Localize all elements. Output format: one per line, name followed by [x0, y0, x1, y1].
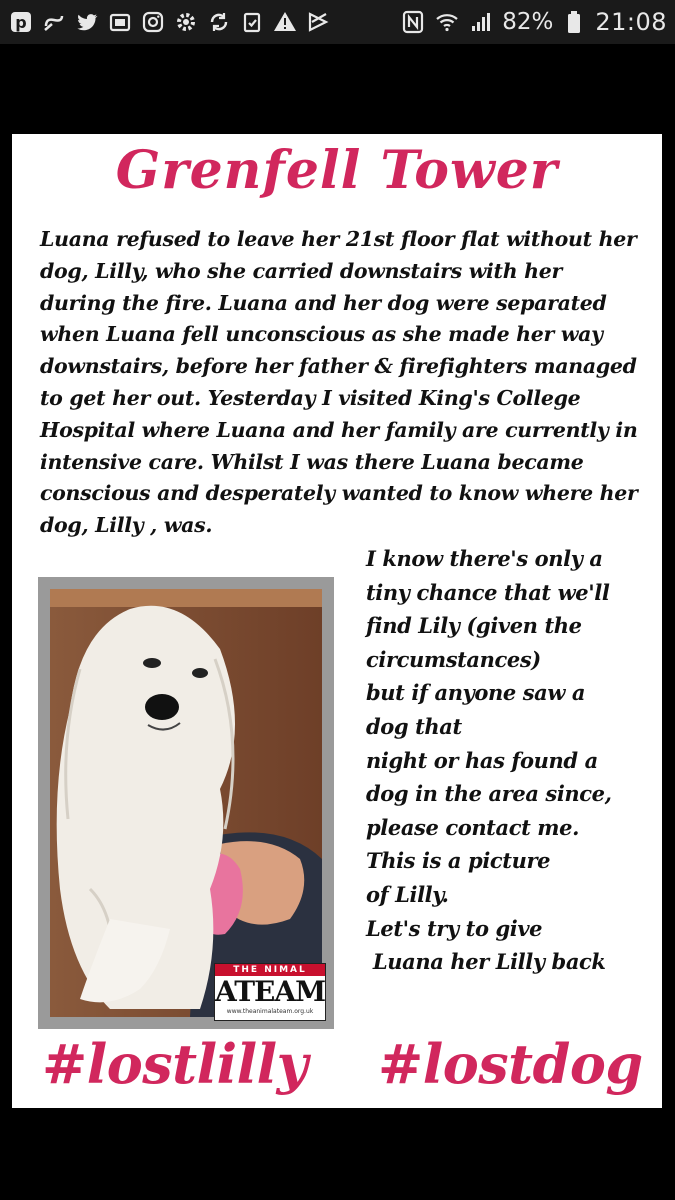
appeal-line: circumstances) [366, 646, 541, 672]
missing-dog-poster[interactable] [12, 134, 662, 1108]
appeal-line: dog in the area since, [366, 781, 612, 807]
white-dog-illustration [50, 589, 322, 1017]
pinterest-icon [8, 9, 34, 35]
appeal-text [366, 542, 656, 979]
animal-ateam-logo [214, 963, 326, 1021]
dog-photo-frame [38, 577, 334, 1029]
poster-title: Grenfell Tower [115, 140, 559, 201]
send-icon [305, 9, 331, 35]
clipboard-icon [239, 9, 265, 35]
logo-banner: THE NIMAL [215, 964, 325, 976]
svg-text:p: p [15, 13, 27, 32]
gallery-icon [107, 9, 133, 35]
twitter-icon [74, 9, 100, 35]
settings-icon [173, 9, 199, 35]
appeal-line: night or has found a [366, 747, 598, 773]
status-bar [0, 0, 675, 44]
sync-icon [206, 9, 232, 35]
appeal-line: Let's try to give [366, 915, 543, 941]
dog-photo [50, 589, 322, 1017]
appeal-line: dog that [366, 713, 462, 739]
link-icon [41, 9, 67, 35]
appeal-line: This is a picture [366, 848, 551, 874]
appeal-line: I know there's only a [366, 546, 603, 571]
appeal-line: tiny chance that we'll [366, 579, 610, 605]
wifi-icon [434, 9, 460, 35]
clock: 21:08 [595, 8, 667, 36]
instagram-icon [140, 9, 166, 35]
battery-icon [561, 9, 587, 35]
appeal-line: but if anyone saw a [366, 680, 586, 706]
warning-icon [272, 9, 298, 35]
appeal-line: please contact me. [366, 814, 579, 840]
notification-icons [8, 9, 331, 35]
appeal-line: Luana her Lilly back [366, 949, 606, 975]
logo-wordmark: ATEAM [215, 975, 326, 1008]
appeal-line: find Lily (given the [366, 613, 582, 639]
appeal-line: of Lilly. [366, 881, 449, 907]
system-indicators [400, 8, 667, 36]
hashtag-lostdog: #lostdog [378, 1032, 643, 1096]
battery-percentage: 82% [502, 9, 554, 35]
nfc-icon [400, 9, 426, 35]
story-text: Luana refused to leave her 21st floor flat without her dog, Lilly, who she carried downstairs with her during the fire. Luana and her dog were separated when Luana fell unconscious as she made her way downstairs, before her father & firefighters managed to get her out. Yesterday I visited King's College Hospital where Luana and her family are currently in intensive care. Whilst I was there Luana became conscious and desperately wanted to know where her dog, Lilly , was. [40, 227, 638, 538]
logo-url: www.theanimalateam.org.uk [226, 1008, 314, 1015]
signal-icon [468, 9, 494, 35]
hashtag-lostlilly: #lostlilly [42, 1032, 308, 1096]
